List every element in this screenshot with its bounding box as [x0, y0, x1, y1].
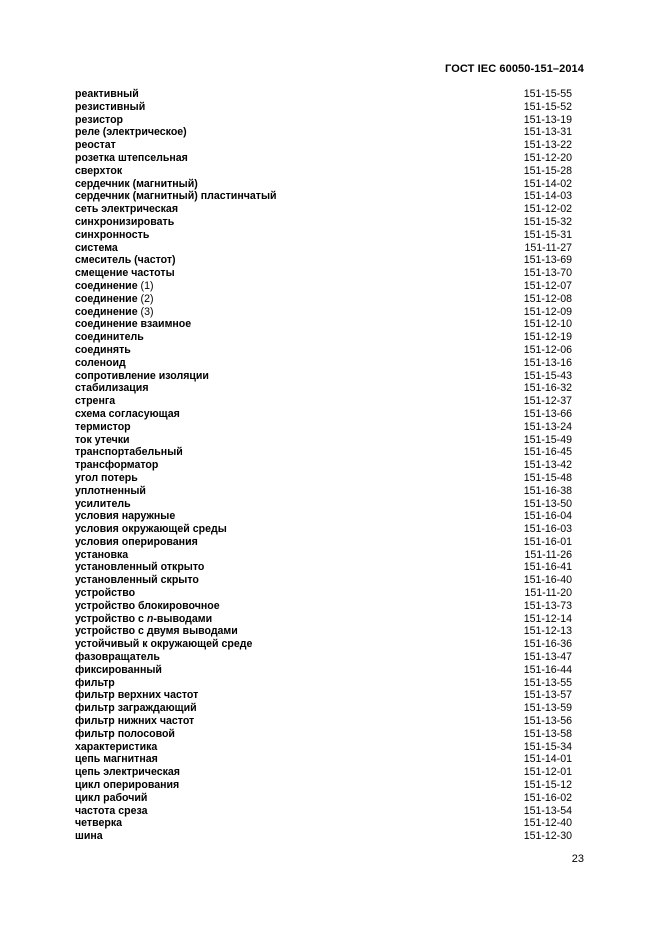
- index-entry: [75, 498, 572, 511]
- index-entry: [75, 88, 572, 101]
- index-entry: [75, 792, 572, 805]
- index-entry: [75, 830, 572, 843]
- index-code: 151-13-50: [523, 497, 572, 510]
- index-entry: [75, 331, 572, 344]
- index-term: условия окружающей среды: [75, 523, 227, 536]
- index-term: характеристика: [75, 740, 158, 753]
- index-code: 151-13-42: [523, 459, 572, 472]
- index-entry: [75, 664, 572, 677]
- index-code: 151-12-08: [523, 292, 572, 305]
- index-term: сверхток: [75, 164, 123, 177]
- index-entry: [75, 587, 572, 600]
- index-term: устройство с двумя выводами: [75, 625, 238, 638]
- index-term: сердечник (магнитный): [75, 177, 198, 190]
- index-term: розетка штепсельная: [75, 151, 188, 164]
- index-entry: [75, 344, 572, 357]
- index-code: 151-13-58: [523, 727, 572, 740]
- index-term: реостат: [75, 139, 116, 152]
- index-term: цикл оперирования: [75, 779, 180, 792]
- index-code: 151-13-24: [523, 420, 572, 433]
- index-term: термистор: [75, 420, 131, 433]
- index-entry: [75, 382, 572, 395]
- index-term: ток утечки: [75, 433, 130, 446]
- index-term: трансформатор: [75, 459, 159, 472]
- index-entry: [75, 318, 572, 331]
- index-code: 151-12-14: [523, 612, 572, 625]
- index-term: угол потерь: [75, 471, 138, 484]
- index-code: 151-16-38: [523, 484, 572, 497]
- index-term: шина: [75, 830, 103, 843]
- index-entry: [75, 267, 572, 280]
- index-term: транспортабельный: [75, 446, 183, 459]
- index-entry: [75, 677, 572, 690]
- index-term: фильтр полосовой: [75, 727, 175, 740]
- index-term: фазовращатель: [75, 651, 160, 664]
- index-code: 151-16-32: [523, 382, 572, 395]
- index-term: цепь магнитная: [75, 753, 158, 766]
- index-term: соединение (3): [75, 305, 154, 318]
- index-entry: [75, 408, 572, 421]
- index-term: установка: [75, 548, 129, 561]
- index-term: четверка: [75, 817, 123, 830]
- index-code: 151-12-01: [523, 766, 572, 779]
- index-entry: [75, 523, 572, 536]
- index-code: 151-11-20: [524, 587, 572, 600]
- index-code: 151-13-54: [523, 804, 572, 817]
- index-term: смещение частоты: [75, 267, 175, 280]
- index-entry: [75, 421, 572, 434]
- index-code: 151-15-49: [523, 433, 572, 446]
- index-entry: [75, 178, 572, 191]
- index-entry: [75, 510, 572, 523]
- index-term: стренга: [75, 395, 116, 408]
- index-code: 151-12-37: [523, 395, 572, 408]
- index-code: 151-12-40: [523, 817, 572, 830]
- index-term: смеситель (частот): [75, 254, 176, 267]
- index-code: 151-12-07: [523, 279, 572, 292]
- index-code: 151-16-36: [523, 638, 572, 651]
- index-entry: [75, 190, 572, 203]
- index-code: 151-15-12: [523, 779, 572, 792]
- index-term: цепь электрическая: [75, 766, 180, 779]
- index-term: соединение взаимное: [75, 318, 192, 331]
- index-entry: [75, 370, 572, 383]
- index-code: 151-15-32: [523, 215, 572, 228]
- index-entry: [75, 715, 572, 728]
- index-entry: [75, 600, 572, 613]
- index-term: реле (электрическое): [75, 126, 187, 139]
- index-entry: [75, 613, 572, 626]
- index-term: условия наружные: [75, 510, 176, 523]
- index-entry: [75, 126, 572, 139]
- index-code: 151-13-73: [523, 599, 572, 612]
- index-entry: [75, 766, 572, 779]
- index-code: 151-12-30: [523, 830, 572, 843]
- index-code: 151-13-69: [523, 254, 572, 267]
- index-entry: [75, 702, 572, 715]
- index-entry: [75, 434, 572, 447]
- index-term: синхронность: [75, 228, 150, 241]
- index-code: 151-15-48: [523, 471, 572, 484]
- index-term: устройство: [75, 587, 136, 600]
- index-term: сопротивление изоляции: [75, 369, 209, 382]
- index-entry: [75, 561, 572, 574]
- index-entry: [75, 728, 572, 741]
- index-code: 151-16-41: [523, 561, 572, 574]
- index-code: 151-12-13: [523, 625, 572, 638]
- index-entry: [75, 229, 572, 242]
- index-entry: [75, 536, 572, 549]
- index-term: соединение (1): [75, 279, 154, 292]
- index-code: 151-13-59: [523, 702, 572, 715]
- index-code: 151-13-16: [523, 356, 572, 369]
- index-entry: [75, 472, 572, 485]
- index-code: 151-12-10: [523, 318, 572, 331]
- index-code: 151-16-01: [523, 535, 572, 548]
- index-term: сеть электрическая: [75, 203, 178, 216]
- index-code: 151-15-28: [523, 164, 572, 177]
- index-term: фильтр нижних частот: [75, 715, 195, 728]
- index-term: частота среза: [75, 804, 148, 817]
- index-code: 151-13-22: [523, 139, 572, 152]
- index-code: 151-15-34: [523, 740, 572, 753]
- index-term: устройство с n-выводами: [75, 612, 213, 625]
- index-code: 151-13-70: [523, 267, 572, 280]
- index-entry: [75, 357, 572, 370]
- index-term: система: [75, 241, 118, 254]
- index-code: 151-12-09: [523, 305, 572, 318]
- index-term: установленный открыто: [75, 561, 205, 574]
- index-entry: [75, 625, 572, 638]
- index-code: 151-14-03: [523, 190, 572, 203]
- index-code: 151-11-26: [524, 548, 572, 561]
- index-entry: [75, 114, 572, 127]
- index-entry: [75, 203, 572, 216]
- index-term: соединение (2): [75, 292, 154, 305]
- index-term: реактивный: [75, 88, 139, 100]
- index-code: 151-13-31: [523, 126, 572, 139]
- index-entry: [75, 152, 572, 165]
- index-term: устройство блокировочное: [75, 599, 220, 612]
- index-entry: [75, 165, 572, 178]
- index-code: 151-13-56: [523, 715, 572, 728]
- index-term: условия оперирования: [75, 535, 198, 548]
- index-entry: [75, 216, 572, 229]
- index-term: фильтр верхних частот: [75, 689, 199, 702]
- index-code: 151-15-55: [523, 88, 572, 100]
- index-code: 151-13-19: [523, 113, 572, 126]
- index-term: резистор: [75, 113, 124, 126]
- index-entry: [75, 280, 572, 293]
- index-term: фильтр заграждающий: [75, 702, 197, 715]
- page-number: 23: [571, 853, 584, 865]
- index-entry: [75, 638, 572, 651]
- index-code: 151-15-52: [523, 100, 572, 113]
- index-term: соединять: [75, 343, 131, 356]
- index-term: схема согласующая: [75, 407, 180, 420]
- index-term: сердечник (магнитный) пластинчатый: [75, 190, 277, 203]
- index-code: 151-16-40: [523, 574, 572, 587]
- index-entry: [75, 805, 572, 818]
- index-code: 151-16-45: [523, 446, 572, 459]
- index-code: 151-11-27: [524, 241, 572, 254]
- index-entry: [75, 446, 572, 459]
- index-code: 151-13-66: [523, 407, 572, 420]
- index-code: 151-13-55: [523, 676, 572, 689]
- index-entry: [75, 242, 572, 255]
- index-entry: [75, 779, 572, 792]
- index-code: 151-15-31: [523, 228, 572, 241]
- index-code: 151-16-44: [523, 663, 572, 676]
- index-term: соленоид: [75, 356, 126, 369]
- index-entry: [75, 395, 572, 408]
- index-code: 151-12-19: [523, 331, 572, 344]
- index-term: резистивный: [75, 100, 146, 113]
- index-code: 151-16-03: [523, 523, 572, 536]
- index-code: 151-13-47: [523, 651, 572, 664]
- index-entry: [75, 139, 572, 152]
- index-term: цикл рабочий: [75, 791, 148, 804]
- index-code: 151-16-02: [523, 791, 572, 804]
- index-entry: [75, 101, 572, 114]
- index-entry: [75, 306, 572, 319]
- index-term: усилитель: [75, 497, 131, 510]
- index-entry: [75, 741, 572, 754]
- index-term: соединитель: [75, 331, 144, 344]
- index-entry: [75, 459, 572, 472]
- index-term: установленный скрыто: [75, 574, 199, 587]
- index-entry: [75, 753, 572, 766]
- document-header: ГОСТ IEC 60050-151–2014: [445, 63, 584, 75]
- index-entry: [75, 574, 572, 587]
- index-entry: [75, 651, 572, 664]
- index-entry: [75, 293, 572, 306]
- index-entry: [75, 817, 572, 830]
- index-entry: [75, 549, 572, 562]
- index-term: фиксированный: [75, 663, 162, 676]
- index-term: стабилизация: [75, 382, 149, 395]
- index-code: 151-12-06: [523, 343, 572, 356]
- index-code: 151-12-20: [523, 151, 572, 164]
- index-code: 151-14-01: [523, 753, 572, 766]
- index-code: 151-12-02: [523, 203, 572, 216]
- index-code: 151-15-43: [523, 369, 572, 382]
- index-code: 151-14-02: [523, 177, 572, 190]
- index-entry: [75, 254, 572, 267]
- term-index-list: [75, 88, 572, 843]
- index-term: устойчивый к окружающей среде: [75, 638, 253, 651]
- index-term: уплотненный: [75, 484, 146, 497]
- index-code: 151-13-57: [523, 689, 572, 702]
- index-code: 151-16-04: [523, 510, 572, 523]
- index-entry: [75, 485, 572, 498]
- index-term: синхронизировать: [75, 215, 175, 228]
- index-entry: [75, 689, 572, 702]
- index-term: фильтр: [75, 676, 115, 689]
